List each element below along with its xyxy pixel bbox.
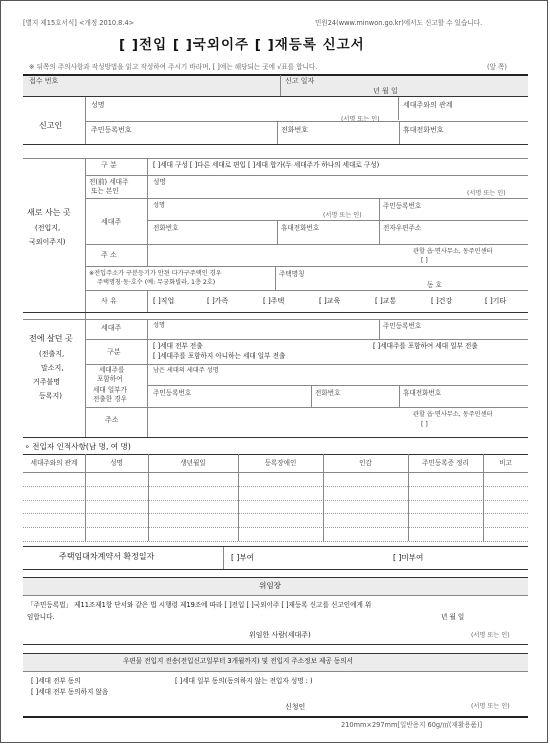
movers-col-header: 비고: [499, 459, 512, 467]
divider: [277, 122, 278, 144]
reason-other-checkbox[interactable]: [ ]기타: [485, 297, 507, 305]
movers-cell[interactable]: [26, 489, 82, 497]
divider: [147, 245, 148, 266]
consent-all-checkbox[interactable]: [ ]세대 전부 동의: [31, 677, 81, 685]
movers-cell[interactable]: [486, 530, 525, 538]
rule: [23, 546, 528, 547]
reason-housing-checkbox[interactable]: [ ]주택: [263, 297, 285, 305]
reason-health-checkbox[interactable]: [ ]건강: [431, 297, 453, 305]
divider: [379, 199, 380, 244]
prev-address-office-field[interactable]: [ ]: [421, 421, 428, 428]
rule: [147, 385, 528, 386]
divider: [147, 176, 148, 198]
remaining-head-name-label: 남은 세대의 세대주 성명: [153, 367, 219, 374]
delegation-date-field[interactable]: 년 월 일: [441, 613, 465, 621]
prev-address-sub2: 말소지,: [41, 364, 64, 372]
prev-category-label: 구분: [107, 348, 121, 356]
col-divider: [85, 454, 86, 541]
rule: [23, 312, 528, 313]
movers-col-header: 생년월일: [180, 459, 206, 467]
divider: [147, 408, 148, 437]
prev-address-section-title: 전에 살던 곳: [29, 334, 73, 343]
divider: [147, 340, 148, 364]
movers-cell[interactable]: [26, 475, 82, 483]
divider: [280, 75, 281, 96]
rule: [23, 158, 528, 159]
prev-head-rrn-label: 주민등록번호: [383, 322, 422, 330]
divider: [398, 97, 399, 120]
building-dong-ho-label: 동 호: [427, 281, 442, 289]
movers-cell[interactable]: [151, 475, 235, 483]
col-divider: [408, 454, 409, 541]
prev-address-sub3: 거주불명: [33, 378, 61, 386]
prev-address-sub4: 등록지): [39, 392, 63, 400]
new-head-email-label: 전자우편주소: [383, 224, 422, 232]
top-rule: [23, 74, 528, 76]
rule: [85, 290, 528, 291]
lease-granted-checkbox[interactable]: [ ]부여: [231, 553, 255, 562]
movers-cell[interactable]: [486, 489, 525, 497]
col-divider: [148, 454, 149, 541]
movers-col-header: 주민등록증 정리: [422, 459, 469, 467]
new-address-office-label: 관할 읍·면사무소, 동주민센터: [413, 248, 493, 255]
movers-cell[interactable]: [326, 530, 405, 538]
rule: [23, 577, 528, 578]
movers-col-header: 등록장애인: [264, 459, 297, 467]
movers-cell[interactable]: [411, 530, 480, 538]
lease-not-granted-checkbox[interactable]: [ ]미부여: [393, 553, 424, 562]
former-head-sign-hint: (서명 또는 인): [467, 190, 506, 197]
delegator-label: 위임한 사람(세대주): [249, 631, 311, 639]
movers-cell[interactable]: [26, 516, 82, 524]
prev-address-label: 주소: [105, 416, 119, 424]
movers-cell[interactable]: [326, 516, 405, 524]
rule: [23, 595, 528, 596]
former-head-label-1: 전(前) 세대주: [89, 178, 129, 186]
movers-heading: ∘ 전입자 인적사항(남 명, 여 명): [25, 442, 131, 451]
divider: [223, 547, 224, 569]
new-address-office-field[interactable]: [ ]: [421, 257, 428, 264]
reporter-mobile-label: 휴대전화번호: [403, 126, 444, 134]
rule: [85, 407, 528, 408]
multi-house-note-1: ※전입주소가 구분등기가 안된 다가구주택인 경우: [89, 270, 222, 277]
lease-date-label: 주택임대차계약서 확정일자: [59, 552, 155, 561]
movers-col-header: 세대주와의 관계: [30, 459, 78, 467]
movers-cell[interactable]: [88, 503, 145, 511]
new-head-label: 세대주: [101, 218, 122, 226]
movers-table: [23, 454, 528, 541]
reason-education-checkbox[interactable]: [ ]교육: [319, 297, 341, 305]
rule: [85, 266, 528, 267]
rule: [23, 644, 528, 645]
reporter-relation-label: 세대주와의 관계: [403, 101, 453, 109]
col-divider: [483, 454, 484, 541]
movers-cell[interactable]: [326, 503, 405, 511]
divider: [85, 158, 86, 312]
divider: [277, 221, 278, 244]
consent-none-checkbox[interactable]: [ ]세대 전부 동의하지 않음: [31, 688, 109, 696]
new-address-section-title: 새로 사는 곳: [27, 208, 71, 217]
movers-cell[interactable]: [241, 530, 320, 538]
rule: [85, 121, 528, 122]
movers-cell[interactable]: [151, 516, 235, 524]
building-name-label: 주택명칭: [279, 270, 305, 278]
delegation-title: 위임장: [259, 581, 282, 590]
form-number: [별지 제15호서식] <개정 2010.8.4>: [23, 19, 135, 27]
consent-partial-checkbox[interactable]: [ ]세대 일부 동의(동의하지 않는 전입자 성명 : ): [175, 677, 313, 685]
prev-address-sub1: (전출지,: [39, 350, 65, 358]
consent-title: 우편물 전입지 전송(전입신고일부터 3개월까지) 및 전입지 주소정보 제공 동의서: [123, 657, 353, 665]
reporter-rrn-label: 주민등록번호: [91, 126, 132, 134]
row-rule: [23, 513, 528, 514]
remaining-mobile-label: 휴대전화번호: [403, 389, 442, 397]
applicant-label: 신청인: [285, 703, 306, 711]
receipt-row-bg: [23, 74, 528, 96]
rule: [85, 198, 528, 199]
new-address-label: 주 소: [101, 251, 117, 259]
partial-move-label-1: 세대주를: [99, 366, 125, 374]
movers-cell[interactable]: [326, 489, 405, 497]
rule: [85, 364, 528, 365]
movers-cell[interactable]: [88, 475, 145, 483]
multi-house-note-2: 주택명칭·동·호수 (예: 무궁화빌라, 1층 2호): [97, 279, 216, 286]
movers-cell[interactable]: [486, 503, 525, 511]
receipt-number-label: 접수 번호: [29, 77, 59, 85]
divider: [399, 122, 400, 144]
movers-cell[interactable]: [326, 475, 405, 483]
movers-cell[interactable]: [241, 489, 320, 497]
reason-job-checkbox[interactable]: [ ]직업: [153, 297, 175, 305]
movers-cell[interactable]: [241, 516, 320, 524]
divider: [399, 386, 400, 407]
movers-cell[interactable]: [486, 516, 525, 524]
movers-col-header: 인감: [359, 459, 372, 467]
divider: [147, 320, 148, 339]
delegation-body-1: 「주민등록법」 제11조제1항 단서와 같은 법 시행령 제19조에 따라 [ ]전입 [ ]국외이주 [ ]재등록 신고를 신고인에게 위: [27, 601, 372, 609]
prev-option-partial-excl-checkbox[interactable]: [ ]세대주를 포함하지 아니하는 세대 일부 전출: [153, 352, 286, 360]
movers-cell[interactable]: [241, 475, 320, 483]
movers-cell[interactable]: [88, 530, 145, 538]
divider: [147, 291, 148, 312]
divider: [275, 267, 276, 290]
paper-spec: 210mm×297mm[일반용지 60g/㎡(재활용품)]: [341, 721, 483, 729]
row-rule: [23, 486, 528, 487]
movers-cell[interactable]: [88, 516, 145, 524]
remaining-phone-label: 전화번호: [315, 389, 341, 397]
report-date-label: 신고 일자: [285, 77, 315, 85]
movers-cell[interactable]: [26, 503, 82, 511]
divider: [147, 158, 148, 175]
divider: [147, 365, 148, 407]
former-head-name-label: 성명: [153, 178, 166, 186]
online-notice: 민원24(www.minwon.go.kr)에서도 신고할 수 있습니다.: [315, 19, 483, 27]
row-rule: [23, 541, 528, 542]
move-reason-label: 사 유: [101, 297, 117, 305]
report-date-field[interactable]: 년 월 일: [373, 87, 398, 95]
divider: [147, 199, 148, 244]
movers-cell[interactable]: [26, 530, 82, 538]
new-address-section-sub2: 국외이주지): [29, 238, 66, 246]
applicant-sign-hint: (서명 또는 인): [471, 703, 510, 710]
rule: [23, 472, 528, 473]
reporter-phone-label: 전화번호: [281, 126, 309, 134]
front-side-label: (앞 쪽): [487, 63, 507, 71]
partial-move-label-2: 포함하여: [97, 375, 123, 383]
prev-head-label: 세대주: [101, 324, 122, 332]
row-rule: [23, 527, 528, 528]
divider: [85, 313, 86, 437]
movers-cell[interactable]: [486, 475, 525, 483]
rule: [23, 319, 528, 320]
new-head-mobile-label: 휴대전화번호: [281, 224, 320, 232]
col-divider: [323, 454, 324, 541]
col-divider: [238, 454, 239, 541]
new-head-phone-label: 전화번호: [153, 224, 179, 232]
rule: [147, 220, 528, 221]
form-title: [ ]전입 [ ]국외이주 [ ]재등록 신고서: [119, 37, 365, 53]
prev-option-partial-incl-checkbox[interactable]: [ ]세대주를 포함하여 세대 일부 전출: [373, 342, 478, 350]
new-category-options[interactable]: [ ]세대 구성 [ ]다른 세대로 편입 [ ]세대 합가(두 세대주가 하나의 세대로 구성): [153, 161, 380, 169]
new-head-name-label: 성명: [153, 202, 165, 209]
partial-move-label-4: 전출한 경우: [93, 395, 127, 403]
movers-cell[interactable]: [241, 503, 320, 511]
delegation-body-2: 임합니다.: [27, 613, 55, 621]
prev-head-name-label: 성명: [153, 322, 165, 329]
reason-transport-checkbox[interactable]: [ ]교통: [375, 297, 397, 305]
rule: [85, 244, 528, 245]
instruction-note: ※ 뒤쪽의 주의사항과 작성방법을 읽고 작성하여 주시기 바라며, [ ]에는 해당되는 곳에 √표를 합니다.: [29, 63, 318, 71]
reporter-name-label: 성명: [91, 101, 105, 109]
partial-move-label-3: 세대 일부가: [93, 386, 127, 394]
delegator-sign-hint: (서명 또는 인): [471, 632, 510, 639]
former-head-label-2: 또는 본인: [91, 187, 119, 195]
divider: [379, 320, 380, 339]
rule: [23, 569, 528, 570]
rule: [85, 339, 528, 340]
movers-cell[interactable]: [151, 530, 235, 538]
row-rule: [23, 500, 528, 501]
rule: [23, 653, 528, 654]
prev-address-office-label: 관할 읍·면사무소, 동주민센터: [413, 411, 493, 418]
rule: [85, 175, 528, 176]
rule: [23, 96, 528, 97]
movers-cell[interactable]: [411, 489, 480, 497]
new-category-label: 구 분: [101, 161, 117, 169]
movers-cell[interactable]: [411, 475, 480, 483]
rule: [23, 671, 528, 672]
divider: [311, 386, 312, 407]
reporter-sign-hint: (서명 또는 인): [341, 116, 380, 123]
new-address-section-sub1: (전입지,: [35, 224, 61, 232]
rule: [23, 144, 528, 145]
movers-cell[interactable]: [151, 489, 235, 497]
reporter-section-label: 신고인: [39, 121, 63, 130]
movers-cell[interactable]: [411, 503, 480, 511]
movers-cell[interactable]: [411, 516, 480, 524]
reason-family-checkbox[interactable]: [ ]가족: [207, 297, 229, 305]
rule: [23, 437, 528, 438]
movers-col-header: 성명: [110, 459, 123, 467]
rule: [23, 716, 528, 718]
new-head-rrn-label: 주민등록번호: [383, 202, 422, 210]
prev-option-all-checkbox[interactable]: [ ]세대 전부 전출: [153, 342, 203, 350]
movers-cell[interactable]: [151, 503, 235, 511]
new-head-sign-hint: (서명 또는 인): [323, 212, 362, 219]
remaining-rrn-label: 주민등록번호: [153, 389, 192, 397]
movers-cell[interactable]: [88, 489, 145, 497]
